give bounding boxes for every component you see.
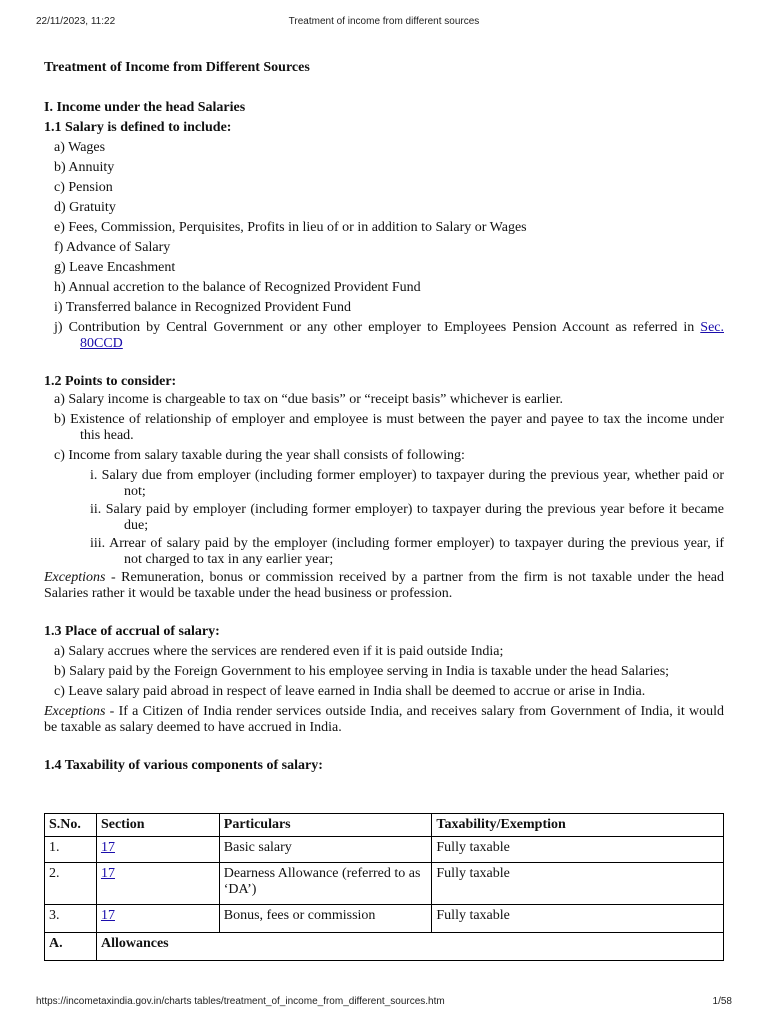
list-item: a) Wages — [54, 140, 106, 155]
print-page-number: 1/58 — [712, 996, 732, 1007]
list-item — [44, 320, 724, 352]
print-url: https://incometaxindia.gov.in/charts tables/treatment_of_income_from_different_sources.htm — [36, 996, 445, 1007]
column-header-sno: S.No. — [45, 814, 97, 837]
section-17-link[interactable]: 17 — [100, 908, 115, 923]
subsection-heading-1-2: 1.2 Points to consider: — [44, 374, 177, 389]
cell-section — [96, 905, 219, 933]
section-17-link[interactable]: 17 — [100, 866, 115, 881]
list-item: h) Annual accretion to the balance of Recognized Provident Fund — [54, 280, 421, 295]
subsection-heading-1-4: 1.4 Taxability of various components of salary: — [44, 758, 323, 773]
cell-particulars: Basic salary — [219, 837, 432, 863]
list-item: g) Leave Encashment — [54, 260, 176, 275]
table-header-row — [45, 814, 724, 837]
section-heading-salaries: I. Income under the head Salaries — [44, 100, 246, 115]
cell-particulars: Bonus, fees or commission — [219, 905, 432, 933]
salary-components-sublist — [44, 468, 724, 568]
subsection-heading-1-1: 1.1 Salary is defined to include: — [44, 120, 232, 135]
list-item: a) Salary income is chargeable to tax on “due basis” or “receipt basis” whichever is earlier. — [54, 392, 563, 407]
print-footer — [0, 996, 768, 1010]
exception-note — [44, 704, 724, 736]
exception-note — [44, 570, 724, 602]
subsection-heading-1-3: 1.3 Place of accrual of salary: — [44, 624, 220, 639]
list-item: a) Salary accrues where the services are rendered even if it is paid outside India; — [54, 644, 504, 659]
cell-sno: 2. — [45, 863, 97, 905]
table-row — [45, 837, 724, 863]
cell-taxability: Fully taxable — [432, 905, 724, 933]
cell-section — [96, 837, 219, 863]
cell-sno: 3. — [45, 905, 97, 933]
points-to-consider-list — [44, 392, 724, 464]
print-header — [0, 16, 768, 30]
salary-taxability-table — [44, 813, 724, 961]
print-page-title: Treatment of income from different sources — [288, 16, 480, 27]
list-item: ii. Salary paid by employer (including former employer) to taxpayer during the previous year before it became due; — [90, 502, 724, 533]
exception-text: - Remuneration, bonus or commission received by a partner from the firm is not taxable under the head Salaries rather it would be taxable under the head business or profession. — [44, 570, 724, 601]
section-17-link[interactable]: 17 — [100, 840, 115, 855]
exception-label: Exceptions — [44, 704, 106, 719]
exception-label: Exceptions — [44, 570, 106, 585]
column-header-taxability: Taxability/Exemption — [432, 814, 724, 837]
list-item: c) Pension — [54, 180, 113, 195]
list-item: c) Income from salary taxable during the year shall consists of following: — [54, 448, 465, 463]
column-header-section: Section — [96, 814, 219, 837]
table-row — [45, 863, 724, 905]
cell-group-label: Allowances — [96, 933, 723, 961]
list-item: e) Fees, Commission, Perquisites, Profits in lieu of or in addition to Salary or Wages — [54, 220, 527, 235]
list-item: b) Salary paid by the Foreign Government to his employee serving in India is taxable under the head Salaries; — [54, 664, 670, 679]
cell-taxability: Fully taxable — [432, 863, 724, 905]
cell-sno: 1. — [45, 837, 97, 863]
list-item: b) Existence of relationship of employer and employee is must between the payer and payee to tax the income under this head. — [54, 412, 724, 443]
list-item: d) Gratuity — [54, 200, 116, 215]
column-header-particulars: Particulars — [219, 814, 432, 837]
print-datetime: 22/11/2023, 11:22 — [36, 16, 116, 27]
list-item: iii. Arrear of salary paid by the employer (including former employer) to taxpayer during the previous year, if not charged to tax in any earlier year; — [90, 536, 724, 567]
place-of-accrual-list — [44, 644, 724, 700]
salary-definition-list — [44, 140, 724, 352]
sec-80ccd-link[interactable]: Sec. 80CCD — [80, 320, 724, 351]
list-item: c) Leave salary paid abroad in respect of leave earned in India shall be deemed to accrue or arise in India. — [54, 684, 646, 699]
list-item: i) Transferred balance in Recognized Provident Fund — [54, 300, 352, 315]
list-item: b) Annuity — [54, 160, 115, 175]
list-item: i. Salary due from employer (including former employer) to taxpayer during the previous year, whether paid or not; — [90, 468, 724, 499]
list-item: f) Advance of Salary — [54, 240, 171, 255]
exception-text: - If a Citizen of India render services outside India, and receives salary from Government of India, it would be taxable as salary deemed to have accrued in India. — [44, 704, 724, 735]
table-row — [45, 905, 724, 933]
document-title: Treatment of Income from Different Sources — [44, 60, 310, 75]
cell-section — [96, 863, 219, 905]
cell-taxability: Fully taxable — [432, 837, 724, 863]
list-item-text: j) Contribution by Central Government or any other employer to Employees Pension Account as referred in — [54, 320, 701, 335]
cell-particulars: Dearness Allowance (referred to as ‘DA’) — [219, 863, 432, 905]
table-group-row — [45, 933, 724, 961]
cell-group-sno: A. — [45, 933, 97, 961]
document-body — [44, 60, 724, 774]
